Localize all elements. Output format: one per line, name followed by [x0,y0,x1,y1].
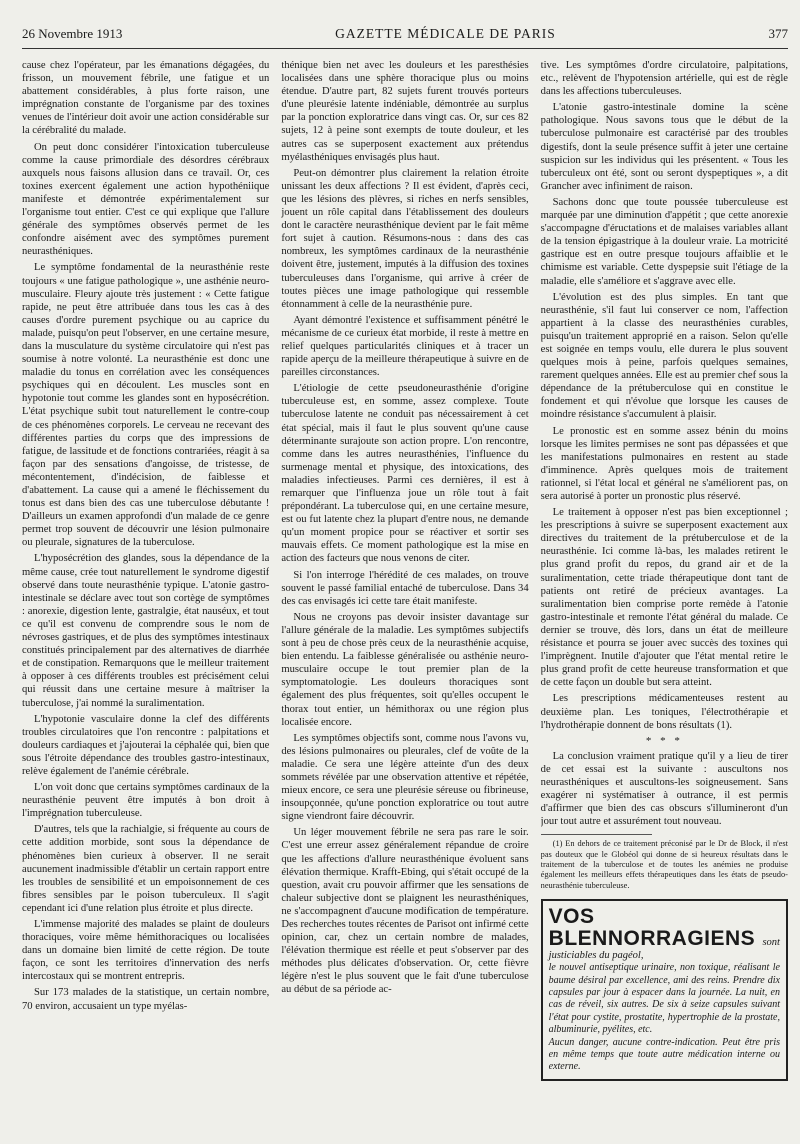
paragraph: L'on voit donc que certains symptômes cardinaux de la neurasthénie peuvent être imputés à bon droit à l'imprégnation tuberculeuse. [22,782,270,820]
column-1 [22,59,269,1129]
ad-body: le nouvel antiseptique urinaire, non toxique, réalisant le baume désiral par excellence, ami des reins. Prendre dix capsules par jour à espacer dans la journée. La nuit, en cas de réveil, six autres. De six à seize capsules suivant l'état pour cystite, prostatite, hypertrophie de la prostate, albuminurie, pyélites, etc. [548,962,780,1036]
paragraph: thénique bien net avec les douleurs et les paresthésies localisées dans une sphère thoracique plus ou moins étendue. D'autre part, 82 sujets furent trouvés porteurs d'une pleurésie latente indéniable, démontrée au surplus par la ponction exploratrice dans vingt cas. Or, sur ces 82 sujets, 12 à peine sont exempts de toute douleur, et les autres cas se superposent exactement aux prétendus myélasthéniques envisagés plus haut. [281,60,529,163]
column-3-conclusion [541,750,788,829]
column-3-main-text [541,59,788,732]
issue-date: 26 Novembre 1913 [22,26,123,41]
journal-title: GAZETTE MÉDICALE DE PARIS [335,26,556,41]
article-columns [22,59,788,1129]
paragraph: Si l'on interroge l'hérédité de ces malades, on trouve souvent le passé familial entaché de tuberculose. Dans 34 des cas envisagés ici cette tare était manifeste. [281,569,529,607]
footnote-rule [541,834,652,835]
paragraph: L'hyposécrétion des glandes, sous la dépendance de la même cause, crée tout naturellement le syndrome digestif observé dans toute neurasthénie typique. L'atonie gastro-intestinale se déclare avec tout son cortège de symptômes : anorexie, digestion lente, gastralgie, état nauséux, et tout ce qu'il est convenu de comprendre sous le nom de névroses gastriques, et de plus des symptômes intestinaux constitués principalement par des alternatives de diarrhée et de constipation. Remarquons que le meilleur traitement à opposer à ces différents troubles est précisément celui qui réussit dans une certaine mesure à maîtriser la tuberculose, j'ai nommé la suralimentation. [22,553,270,709]
page-number: 377 [768,26,788,41]
paragraph: L'évolution est des plus simples. En tant que neurasthénie, s'il faut lui conserver ce nom, l'affection appartient à la classe des neurasthénies curables, puisqu'un traitement approprié en a raison. Selon qu'elle est soignée en temps voulu, elle durera le plus souvent quelques mois à peine, parfois quelques semaines, rarement quelques années. Elle est au premier chef sous la dépendance de la prétuberculose qui en constitue le fondement et qui n'évolue que lorsque les causes de moindre résistance s'accumulent à plaisir. [540,291,788,421]
paragraph: Les symptômes objectifs sont, comme nous l'avons vu, des lésions pulmonaires ou pleurales, clef de voûte de la maladie. Ce sera une légère atteinte d'un des deux sommets révélée par une observation attentive et répétée, mieux encore, ce sera une pleurésie séreuse ou fibrineuse, insoupçonnée, qu'une ponction exploratrice ou tout autre signe viendront faire découvrir. [281,732,529,823]
paragraph: Le symptôme fondamental de la neurasthénie reste toujours « une fatigue pathologique », une asthénie neuro-musculaire. Fleury ajoute très justement : « Cette fatigue rapide, ne peut être attribuée dans tous les cas à des causes d'ordre purement psychique ou au caprice du malade, puisqu'on peut l'observer, en une certaine mesure, dans la musculature du système circulatoire qui n'est pas soumise à notre volonté. La neurasthénie est donc une maladie du tonus en corrélation avec les conséquences psychiques qui en découlent. Les muscles sont en hypotonie tout comme les glandes sont en hyposécrétion. L'état psychique subit tout naturellement le contre-coup de ces phénomènes corporels. Le cerveau ne recevant des différentes parties du corps que des impressions de fatigue, de lassitude et de fonctions contrariées, réagit à sa façon par des sensations d'angoisse, de tristesse, de mécontentement, d'indécision, de faiblesse et d'abattement. La cause qui a amené le fléchissement du tonus est dans bien des cas une tuberculose débutante ! D'ailleurs un examen approfondi d'un malade de ce genre permet trop souvent de découvrir une lésion pulmonaire ou pleurale, signatures de la tuberculose. [22,262,270,549]
paragraph: tive. Les symptômes d'ordre circulatoire, palpitations, etc., relèvent de l'hypotension artérielle, qui est de règle dans les affections tuberculeuses. [540,60,788,98]
paragraph: L'atonie gastro-intestinale domine la scène pathologique. Nous savons tous que le début de la tuberculose pulmonaire est caractérisé par des troubles digestifs, dont la seule présence suffit à jeter une certaine suspicion sur les individus qui les présentent. « Tous les tuberculeux ont été, sont ou seront dyspeptiques », a dit Grancher avec infiniment de raison. [540,102,788,192]
paragraph: Le pronostic est en somme assez bénin du moins lorsque les limites permises ne sont pas dépassées et que les manifestations pulmonaires en restent au stade d'imminence. Après quelques mois de traitement rationnel, si l'état local et général ne s'améliorent pas, on sera autorisé à porter un pronostic plus réservé. [540,425,788,502]
ad-footer: Aucun danger, aucune contre-indication. Peut être pris en même temps que toute autre médication interne ou externe. [548,1036,780,1073]
paragraph: Un léger mouvement fébrile ne sera pas rare le soir. C'est une erreur assez généralement répandue de croire que les affections d'allure neurasthénique évoluent sans élévation thermique. Krafft-Ebing, qui s'était occupé de la question, avait cru pouvoir affirmer que les sensations de chaleur subjective dont se plaignent les neurasthéniques, ne s'accompagnent d'aucune modification de température. Des recherches toutes récentes de Parisot ont infirmé cette opinion, car, chez un certain nombre de malades, l'élévation thermique est réelle et peut s'observer par des méthodes plus délicates d'observation. Or, cette fièvre légère n'est le plus souvent que le fait d'une tuberculose au début de sa période ac- [281,827,529,996]
advertisement-box [541,899,788,1081]
paragraph: Les prescriptions médicamenteuses restent au deuxième plan. Les toniques, l'électrothérapie et l'hydrothérapie donnent de bons résultats (1). [540,693,788,731]
paragraph: D'autres, tels que la rachialgie, si fréquente au cours de cette addition morbide, sont sous la dépendance de phénomènes bien curieux à observer. Il ne serait aucunement inadmissible d'établir un certain rapport entre les troubles de sensibilité et un empoisonnement de ces fibres sensibles par le poison tuberculeux. Il s'agit cependant ici d'une relation plus étroite et plus directe. [22,824,270,914]
page-header [22,26,788,46]
paragraph: Ayant démontré l'existence et suffisamment pénétré le mécanisme de ce curieux état morbide, il reste à mettre en relief quelques particularités cliniques et à tracer un rapide aperçu de la meilleure thérapeutique à suivre en de pareilles circonstances. [281,314,529,379]
paragraph: Nous ne croyons pas devoir insister davantage sur l'allure générale de la maladie. Les symptômes subjectifs sont à peu de chose près ceux de la neurasthénie acquise, bien entendu. La faiblesse généralisée ou asthénie neuro-musculaire occupe le tout premier plan de la symptomatologie. Les douleurs thoraciques sont également des plus fréquentes, soit qu'elles occupent le thorax tout entier, un hémithorax ou une région plus localisée encore. [281,611,529,728]
paragraph: L'étiologie de cette pseudoneurasthénie d'origine tuberculeuse est, en somme, assez complexe. Toute tuberculose latente ne conduit pas nécessairement à cet état spécial, mais il faut le plus souvent qu'une cause déterminante surajoute son action propre. L'on rencontre, comme dans les autres neurasthénies, l'influence du surmenage mental et physique, des intoxications, des maladies infectieuses. Parmi ces dernières, il est à remarquer que l'influenza joue un rôle tout à fait prépondérant. La tuberculose qui, en une certaine mesure, est ou fut latente chez la plupart d'entre nous, ne demande qu'un moment propice pour se réactiver et sortir ses mauvais effets. Ce moment pathologique est la mise en action des facteurs que nous venons de citer. [281,383,529,565]
paragraph: Le traitement à opposer n'est pas bien exceptionnel ; les prescriptions à suivre se superposent exactement aux directives du traitement de la prétuberculose et de la neurasthénie. Ici comme là-bas, les malades retirent le plus grand profit du repos, du grand air et de la suralimentation, cette triade thérapeutique dont tant de patients ont retiré de précieux avantages. La suralimentation bien comprise porte remède à l'atonie gastro-intestinale et remonte l'état général du malade. Ce dernier se trouve, dès lors, dans un état de meilleure résistance et pourra se jouer avec succès des toxines qui l'imprègnent. Inutile d'ajouter que l'état mental retire le plus grand profit de cette heureuse transformation et que de cette façon un double but sera atteint. [540,507,788,689]
ad-headline-side: sont justiciables du pagéol, [548,936,780,961]
column-3 [541,59,788,1129]
paragraph: Sur 173 malades de la statistique, un certain nombre, 70 environ, accusaient un type myélas- [22,987,270,1012]
paragraph: L'immense majorité des malades se plaint de douleurs thoraciques, voire même hémithoraciques ou localisées dans un domaine bien limité de cette région. De toute façon, ce sont les territoires d'innervation des nerfs intercostaux qui se montrent entrepris. [22,919,270,983]
footnote: (1) En dehors de ce traitement préconisé par le Dr de Block, il n'est pas douteux que le Globéol qui donne de si heureux résultats dans le traitement de la tuberculose et de toutes les anémies ne produise également les meilleurs effets thérapeutiques dans les états de pseudo-neurasthénie tuberculeuse. [540,839,788,890]
paragraph: Sachons donc que toute poussée tuberculeuse est marquée par une diminution d'appétit ; que cette anorexie s'accompagne d'éructations et de malaises variables allant de la tension épigastrique à la douleur vraie. La motricité gastrique est en outre presque toujours affaiblie et le chimisme est variable. Cette dyspepsie suit l'étiage de la maladie, elle s'améliore et s'aggrave avec elle. [540,196,788,287]
header-rule [22,48,788,49]
section-separator: * * * [645,734,683,747]
paragraph: L'hypotonie vasculaire donne la clef des différents troubles circulatoires que l'on rencontre : palpitations et douleurs cardiaques et j'ajouterai la céphalée qui, bien que sous l'étroite dépendance des troubles gastro-intestinaux, relève également de l'anémie cérébrale. [22,713,270,777]
ad-headline: VOS BLENNORRAGIENS [548,904,756,950]
paragraph: On peut donc considérer l'intoxication tuberculeuse comme la cause primordiale des désordres cérébraux auxquels nous faisons allusion dans ce travail. Or, ces toxines exercent également une action hypothéniique manifeste et démontrée expérimentalement sur l'organisme tout entier. C'est ce qui explique que l'allure générale des symptômes observés permet de les confondre aisément avec des symptômes purement neurasthéniques. [22,141,270,258]
paragraph: La conclusion vraiment pratique qu'il y a lieu de tirer de cet essai est la suivante : auscultons nos neurasthéniques et auscultons-les soigneusement. Sans exagérer ni systématiser à outrance, il est permis d'affirmer que bien des cas obscurs s'illumineront d'un jour tout autre et assurément tout nouveau. [540,750,788,828]
paragraph: cause chez l'opérateur, par les émanations dégagées, du frisson, un mouvement fébrile, une fatigue et un abattement considérables, à plus forte raison, une imprégnation constante de l'organisme par des toxines venues de l'intérieur doit avoir une action considérable sur la cérébralité du malade. [22,60,270,137]
column-2 [281,59,528,1129]
paragraph: Peut-on démontrer plus clairement la relation étroite unissant les deux affections ? Il est évident, d'après ceci, que les lésions des plèvres, si riches en nerfs sensibles, jouent un rôle capital dans l'établissement des douleurs dont le caractère neurasthénique devient par le fait même fort sujet à caution. Résumons-nous : dans des cas nombreux, les symptômes cardinaux de la neurasthénie doivent être, justement, imputés à la diffusion des toxines tuberculeuses dans l'organisme, qui arrive à créer de toutes pièces une image pathologique qui ressemble étonnamment à celle de la neurasthénie pure. [281,167,529,310]
